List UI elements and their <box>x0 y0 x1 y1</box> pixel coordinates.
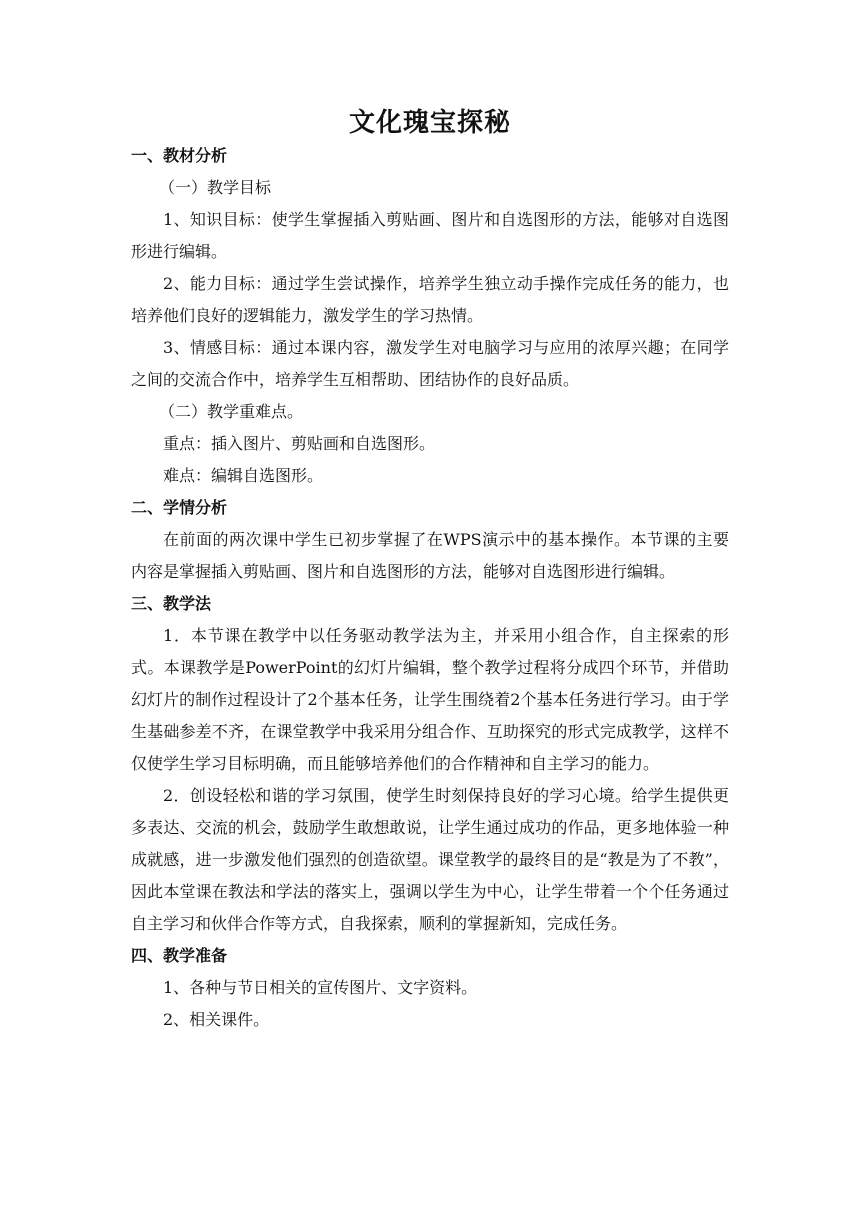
subheading-key-difficult-points: （二）教学重难点。 <box>159 402 304 421</box>
paragraph-method-1: 1．本节课在教学中以任务驱动教学法为主，并采用小组合作，自主探索的形式。本课教学是PowerPoint的幻灯片编辑，整个教学过程将分成四个环节，并借助幻灯片的制作过程设计了2个基本任务，让学生围绕着2个基本任务进行学习。由于学生基础参差不齐，在课堂教学中我采用分组合作、互助探究的形式完成教学，这样不仅使学生学习目标明确，而且能够培养他们的合作精神和自主学习的能力。 <box>131 626 729 773</box>
line-preparation-2: 2、相关课件。 <box>163 1010 270 1029</box>
paragraph-method-2: 2．创设轻松和谐的学习氛围，使学生时刻保持良好的学习心境。给学生提供更多表达、交流的机会，鼓励学生敢想敢说，让学生通过成功的作品，更多地体验一种成就感，进一步激发他们强烈的创造欲望。课堂教学的最终目的是“教是为了不教”，因此本堂课在教法和学法的落实上，强调以学生为中心，让学生带着一个个任务通过自主学习和伙伴合作等方式，自我探索，顺利的掌握新知，完成任务。 <box>131 786 729 933</box>
line-key-point: 重点：插入图片、剪贴画和自选图形。 <box>163 434 436 453</box>
paragraph-ability-goal: 2、能力目标：通过学生尝试操作，培养学生独立动手操作完成任务的能力，也培养他们良好的逻辑能力，激发学生的学习热情。 <box>131 274 729 325</box>
section-heading-teaching-methods: 三、教学法 <box>131 594 212 613</box>
section-heading-student-analysis: 二、学情分析 <box>131 498 228 517</box>
line-preparation-1: 1、各种与节日相关的宣传图片、文字资料。 <box>163 978 478 997</box>
paragraph-student-analysis: 在前面的两次课中学生已初步掌握了在WPS演示中的基本操作。本节课的主要内容是掌握插入剪贴画、图片和自选图形的方法，能够对自选图形进行编辑。 <box>131 530 729 581</box>
subheading-teaching-goals: （一）教学目标 <box>159 178 272 197</box>
section-heading-teaching-preparation: 四、教学准备 <box>131 946 228 965</box>
line-difficult-point: 难点：编辑自选图形。 <box>163 466 324 485</box>
section-heading-textbook-analysis: 一、教材分析 <box>131 146 228 165</box>
document-body <box>131 140 729 1036</box>
paragraph-emotion-goal: 3、情感目标：通过本课内容，激发学生对电脑学习与应用的浓厚兴趣；在同学之间的交流合作中，培养学生互相帮助、团结协作的良好品质。 <box>131 338 729 389</box>
paragraph-knowledge-goal: 1、知识目标：使学生掌握插入剪贴画、图片和自选图形的方法，能够对自选图形进行编辑。 <box>131 210 729 261</box>
document-title: 文化瑰宝探秘 <box>348 108 511 138</box>
